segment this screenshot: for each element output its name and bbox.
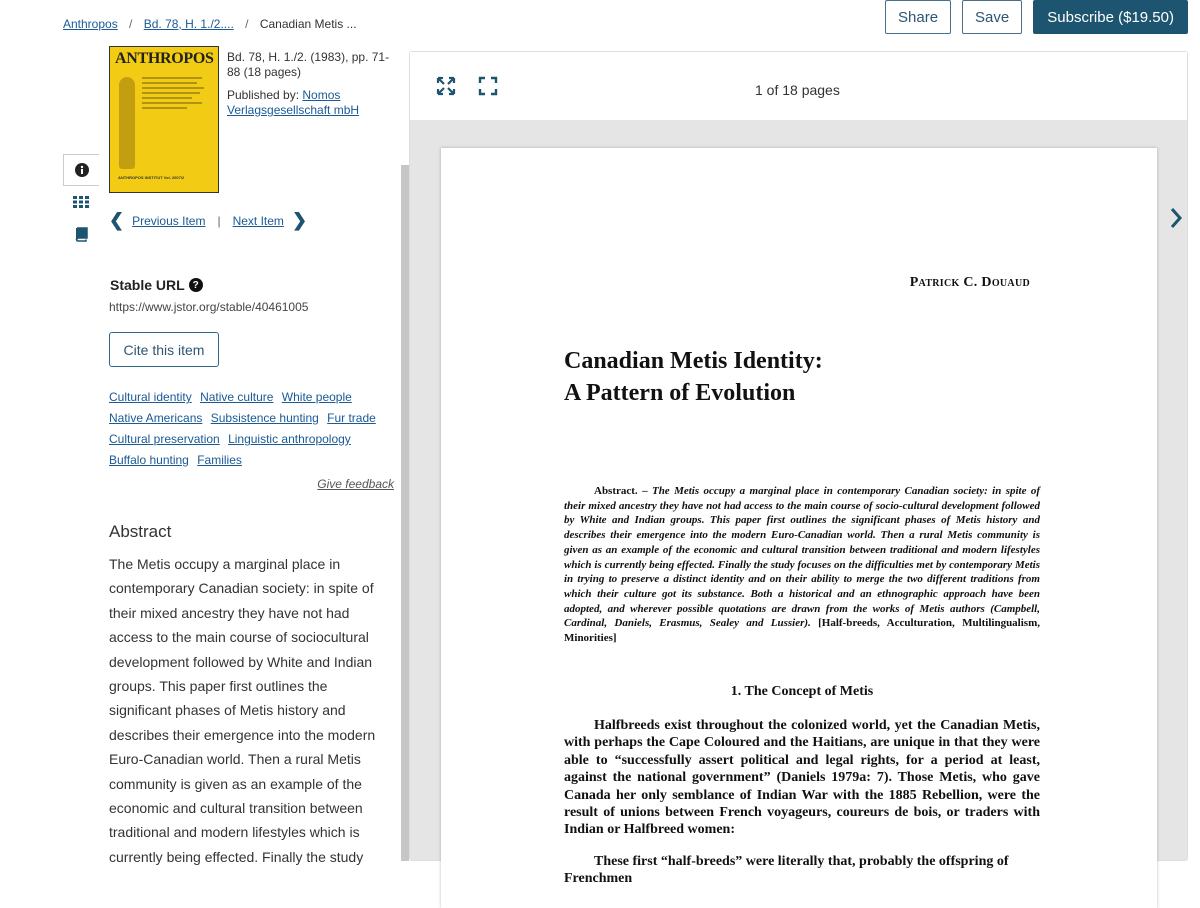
publisher-line (227, 88, 397, 118)
page-abstract (564, 484, 1040, 646)
abstract-text: The Metis occupy a marginal place in contemporary Canadian society: in spite of their mixed ancestry they have not had access to the main course of sociocultural development followed by White and Indian groups. This paper first outlines the significant phases of Metis history and describes their emergence into the modern Euro-Canadian world. Then a rural Metis community is given as an example of the economic and cultural transition between traditional and modern lifestyles which is currently being effected. Finally the study (109, 556, 376, 865)
document-page (441, 148, 1157, 908)
breadcrumb (63, 17, 357, 31)
breadcrumb-separator: / (129, 17, 133, 31)
topic-link[interactable]: Buffalo hunting (109, 453, 189, 467)
stable-url-heading (110, 277, 203, 293)
give-feedback-link[interactable]: Give feedback (317, 477, 394, 491)
tab-references[interactable] (63, 218, 99, 250)
item-navigation (109, 210, 307, 231)
breadcrumb-current: Canadian Metis ... (259, 17, 357, 31)
share-button[interactable]: Share (885, 0, 951, 34)
abstract-heading: Abstract (109, 522, 172, 541)
page-section-heading: 1. The Concept of Metis (730, 684, 874, 699)
previous-item-link[interactable]: Previous Item (132, 213, 206, 228)
cite-button[interactable]: Cite this item (109, 332, 219, 367)
title-line-1: Canadian Metis Identity: (564, 348, 823, 374)
topic-link[interactable]: Families (197, 453, 242, 467)
header-actions (885, 0, 1188, 34)
stable-url-label: Stable URL (110, 277, 185, 293)
stable-url-value[interactable]: https://www.jstor.org/stable/40461005 (109, 300, 309, 314)
book-icon (74, 227, 88, 241)
cover-title: ANTHROPOS (115, 50, 214, 67)
publisher-link[interactable]: Nomos Verlagsgesellschaft mbH (227, 88, 360, 117)
page-paragraph: These first “half-breeds” were literally that, probably the offspring of Frenchmen (564, 854, 1009, 886)
topic-link[interactable]: Linguistic anthropology (228, 432, 351, 446)
topic-list (109, 387, 399, 471)
grid-icon (73, 196, 89, 208)
topic-link[interactable]: Cultural preservation (109, 432, 220, 446)
item-details-panel (109, 46, 399, 865)
tab-info[interactable] (63, 154, 99, 186)
topic-link[interactable]: Native Americans (109, 411, 203, 425)
cover-text-lines (142, 77, 212, 112)
chevron-left-icon[interactable]: ❮ (109, 210, 125, 230)
breadcrumb-separator: / (245, 17, 249, 31)
topic-link[interactable]: Native culture (200, 390, 274, 404)
title-line-2: A Pattern of Evolution (564, 380, 796, 406)
document-viewer (409, 51, 1188, 886)
topic-link[interactable]: Cultural identity (109, 390, 192, 404)
breadcrumb-issue-link[interactable]: Bd. 78, H. 1./2.... (143, 17, 234, 31)
topic-link[interactable]: White people (281, 390, 352, 404)
next-item-link[interactable]: Next Item (232, 213, 284, 228)
page-article-title (564, 345, 823, 409)
help-icon[interactable]: ? (189, 278, 203, 292)
cover-figure (119, 77, 135, 169)
fullscreen-icon[interactable] (478, 76, 498, 96)
chevron-right-icon[interactable]: ❯ (291, 210, 308, 230)
page-count: 1 of 18 pages (755, 82, 840, 98)
topic-link[interactable]: Subsistence hunting (210, 411, 319, 425)
tab-contents[interactable] (63, 186, 99, 218)
item-metadata (227, 50, 397, 118)
published-by-label: Published by: (227, 88, 303, 102)
subscribe-button[interactable]: Subscribe ($19.50) (1033, 0, 1188, 34)
next-page-chevron-icon[interactable] (1166, 203, 1186, 233)
journal-cover-image[interactable] (109, 46, 219, 193)
breadcrumb-journal-link[interactable]: Anthropos (63, 17, 118, 31)
save-button[interactable]: Save (962, 0, 1022, 34)
item-citation: Bd. 78, H. 1./2. (1983), pp. 71-88 (18 pages) (227, 50, 390, 79)
page-abstract-body: The Metis occupy a marginal place in contemporary Canadian society: in spite of their mixed ancestry they have not had access to the main course of socio-cultural development followed by White and Indian groups. This paper first outlines the significant phases of Metis history and describes their emergence into the modern Euro-Canadian world. Then a rural Metis community is given as an example of the economic and cultural transition between traditional and modern lifestyles which is currently being effected. Finally the study focuses on the difficulties met by contemporary Metis in trying to preserve a distinct identity and on their ability to merge the two different traditions from which their culture got its substance. Both a historical and an ethnographic approach have been adopted, and wherever possible quotations are drawn from the works of Metis authors (Campbell, Cardinal, Daniels, Erasmus, Sealey and Lussier). (564, 485, 1041, 630)
topic-link[interactable]: Fur trade (327, 411, 376, 425)
viewer-toolbar (410, 52, 1187, 120)
nav-divider: | (217, 213, 221, 228)
cover-footer: ANTHROPOS INSTITUT Vol. 2007/2 (118, 175, 185, 180)
page-abstract-label: Abstract. – (594, 485, 648, 497)
page-author: Patrick C. Douaud (909, 275, 1030, 290)
expand-icon[interactable] (436, 76, 456, 96)
side-panel-scrollbar[interactable] (401, 165, 409, 861)
side-rail (63, 154, 99, 250)
info-icon (75, 163, 89, 177)
page-keywords: [Half-breeds, Acculturation, Multilingualism, Minorities] (564, 617, 1040, 645)
page-paragraph: Halfbreeds exist throughout the colonized world, yet the Canadian Metis, with perhaps the Cape Coloured and the Haitians, are unique in that they were able to “successfully assert political and legal rights, for a period at least, against the national government” (Daniels 1979a: 7). Those Metis, who gave Canada her only semblance of Indian War with the 1885 Rebellion, were the result of unions between French voyageurs, coureurs de bois, or traders with Indian or Halfbreed women: (564, 718, 1040, 838)
